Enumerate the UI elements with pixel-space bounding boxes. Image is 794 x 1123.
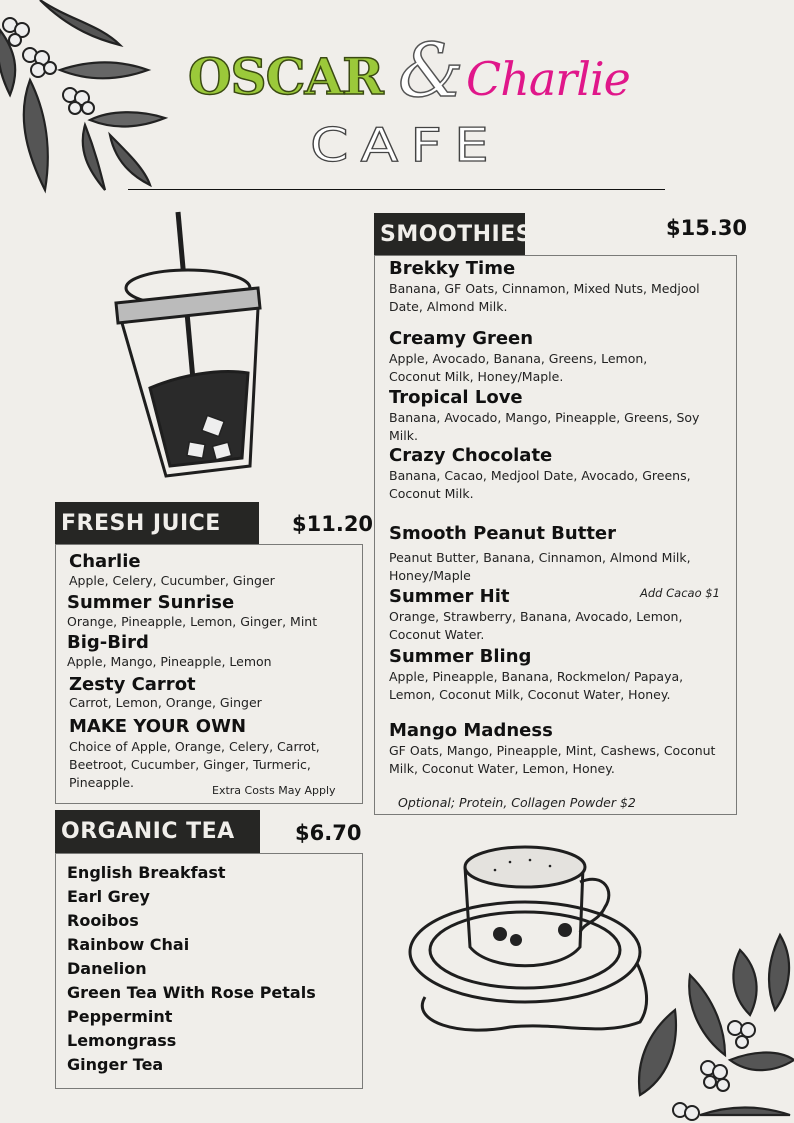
item-desc: Choice of Apple, Orange, Celery, Carrot, Beetroot, Cucumber, Ginger, Turmeric, Pineapple. xyxy=(69,738,320,790)
tea-item: Green Tea With Rose Petals xyxy=(67,983,316,1002)
smoothies-optional-note: Optional; Protein, Collagen Powder $2 xyxy=(398,795,636,810)
item-name: Brekky Time xyxy=(389,258,516,279)
fresh-juice-section-title: FRESH JUICE xyxy=(55,502,259,544)
tea-item: Lemongrass xyxy=(67,1031,177,1050)
organic-tea-section-title: ORGANIC TEA xyxy=(55,810,260,853)
juice-item xyxy=(69,675,262,709)
smoothies-item xyxy=(389,446,724,503)
item-name: Creamy Green xyxy=(389,328,534,349)
tea-item: Rainbow Chai xyxy=(67,935,190,954)
smoothies-item xyxy=(389,524,724,585)
item-name: Big-Bird xyxy=(67,632,149,653)
smoothies-item xyxy=(389,721,724,778)
tea-item: Danelion xyxy=(67,959,147,978)
brand-charlie: Charlie xyxy=(466,52,630,106)
item-name: Smooth Peanut Butter xyxy=(389,523,617,544)
item-desc: Apple, Pineapple, Banana, Rockmelon/ Papaya, Lemon, Coconut Milk, Coconut Water, Honey. xyxy=(389,668,684,702)
item-desc: Banana, Avocado, Mango, Pineapple, Greens, Soy Milk. xyxy=(389,409,700,443)
item-name: Tropical Love xyxy=(389,387,523,408)
smoothies-item xyxy=(389,259,729,316)
teacup-saucer-icon xyxy=(400,822,670,1052)
juice-item xyxy=(67,593,317,629)
item-name: Mango Madness xyxy=(389,720,553,741)
item-desc: Carrot, Lemon, Orange, Ginger xyxy=(69,694,262,710)
item-desc: Banana, Cacao, Medjool Date, Avocado, Greens, Coconut Milk. xyxy=(389,467,691,501)
smoothies-section-title: SMOOTHIES xyxy=(374,213,525,255)
extra-costs-note: Extra Costs May Apply xyxy=(212,784,336,797)
add-cacao-note: Add Cacao $1 xyxy=(640,586,720,600)
juice-item xyxy=(69,717,354,792)
tea-item: Ginger Tea xyxy=(67,1055,164,1074)
tea-item: Earl Grey xyxy=(67,887,150,906)
item-desc: Orange, Strawberry, Banana, Avocado, Lemon, Coconut Water. xyxy=(389,608,683,642)
item-desc: Orange, Pineapple, Lemon, Ginger, Mint xyxy=(67,613,318,629)
item-name: Summer Hit xyxy=(389,586,510,607)
juice-item xyxy=(69,552,275,588)
brand-cafe: CAFE xyxy=(310,118,501,172)
item-name: Zesty Carrot xyxy=(69,674,196,695)
brand-oscar: OSCAR xyxy=(188,47,383,106)
smoothies-item xyxy=(389,329,689,386)
item-desc: Apple, Mango, Pineapple, Lemon xyxy=(67,653,272,669)
item-desc: Banana, GF Oats, Cinnamon, Mixed Nuts, Medjool Date, Almond Milk. xyxy=(389,280,700,314)
smoothies-item xyxy=(389,587,724,644)
item-name: Crazy Chocolate xyxy=(389,445,553,466)
brand-ampersand: & xyxy=(398,28,464,114)
item-desc: Peanut Butter, Banana, Cinnamon, Almond Milk, Honey/Maple xyxy=(389,549,691,583)
iced-drink-cup-icon xyxy=(108,208,273,488)
juice-item xyxy=(67,633,272,669)
item-desc: GF Oats, Mango, Pineapple, Mint, Cashews, Coconut Milk, Coconut Water, Lemon, Honey. xyxy=(389,742,716,776)
tea-item: Peppermint xyxy=(67,1007,173,1026)
item-name: Summer Sunrise xyxy=(67,592,235,613)
smoothies-item xyxy=(389,647,724,704)
item-desc: Apple, Avocado, Banana, Greens, Lemon, Coconut Milk, Honey/Maple. xyxy=(389,350,648,384)
tea-list xyxy=(67,861,316,1077)
tea-item: Rooibos xyxy=(67,911,139,930)
tea-item: English Breakfast xyxy=(67,863,226,882)
organic-tea-price: $6.70 xyxy=(295,821,362,845)
item-name: MAKE YOUR OWN xyxy=(69,716,247,737)
smoothies-item xyxy=(389,388,729,445)
item-name: Charlie xyxy=(69,551,141,572)
title-divider xyxy=(128,189,665,190)
item-name: Summer Bling xyxy=(389,646,532,667)
smoothies-price: $15.30 xyxy=(666,216,748,240)
coffee-branch-top-left-icon xyxy=(0,0,170,195)
fresh-juice-price: $11.20 xyxy=(292,512,374,536)
item-desc: Apple, Celery, Cucumber, Ginger xyxy=(69,572,275,588)
